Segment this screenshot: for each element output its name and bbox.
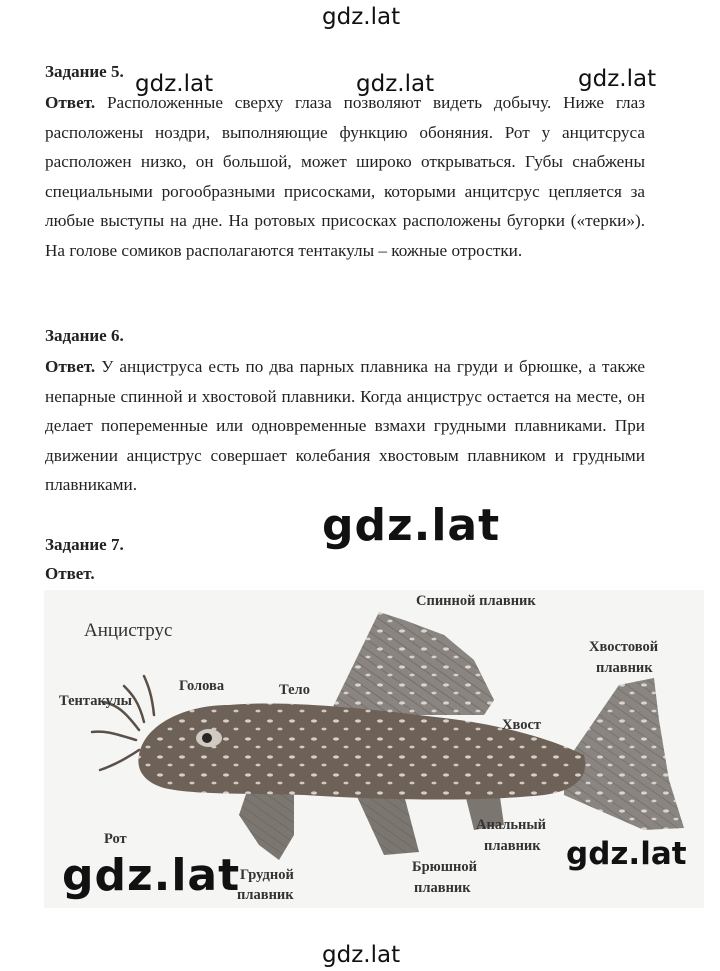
task-6-answer-text: У анциструса есть по два парных плавника на груди и брюшке, а также непарные спинной и хвостовой плавники. Когда анциструс остается на месте, он делает попеременные или одновременные взмахи грудными плавниками. При движении анциструс совершает колебания хвостовым плавником и грудными плавниками. — [45, 357, 645, 494]
watermark-large-bottom-left: gdz.lat — [62, 850, 241, 901]
label-tentacles: Тентакулы — [59, 693, 132, 709]
label-caudal-fin-2: плавник — [596, 660, 653, 676]
task-5-answer-label: Ответ. — [45, 93, 96, 112]
watermark-row-right: gdz.lat — [578, 66, 657, 92]
label-pectoral-fin-1: Грудной — [240, 867, 294, 883]
label-head: Голова — [179, 678, 225, 694]
watermark-bottom-right: gdz.lat — [566, 836, 687, 872]
label-anal-fin-1: Анальный — [476, 817, 547, 833]
watermark-large-center: gdz.lat — [322, 500, 501, 551]
task-5-heading: Задание 5. — [45, 62, 124, 81]
label-ventral-fin-2: плавник — [414, 880, 471, 896]
label-ventral-fin-1: Брюшной — [412, 859, 477, 875]
watermark-row-left: gdz.lat — [135, 71, 214, 97]
label-anal-fin-2: плавник — [484, 838, 541, 854]
label-mouth: Рот — [104, 831, 127, 847]
label-caudal-fin-1: Хвостовой — [589, 639, 659, 655]
task-5-answer-text: Расположенные сверху глаза позволяют видеть добычу. Ниже глаз расположены ноздри, выполняющие функцию обоняния. Рот у анцитсруса расположен низко, он большой, может широко открываться. Губы снабжены специальными рогообразными присосками, которыми анцитсрус цепляется за любые выступы на дне. На ротовых присосках расположены бугорки («терки»). На голове сомиков располагаются тентакулы – кожные отростки. — [45, 93, 646, 260]
watermark-row-center: gdz.lat — [356, 71, 435, 97]
task-7-answer-label: Ответ. — [45, 564, 95, 583]
label-pectoral-fin-2: плавник — [237, 887, 294, 903]
label-dorsal-fin: Спинной плавник — [416, 593, 536, 609]
figure-title: Анциструс — [84, 620, 173, 641]
label-tail: Хвост — [502, 717, 542, 733]
watermark-bottom: gdz.lat — [322, 942, 401, 968]
task-6-answer-label: Ответ. — [45, 357, 96, 376]
task-5-answer — [45, 88, 645, 265]
label-body: Тело — [279, 682, 310, 698]
watermark-top: gdz.lat — [322, 4, 401, 30]
task-7-heading: Задание 7. — [45, 535, 124, 554]
task-6-heading: Задание 6. — [45, 326, 124, 345]
task-6-answer — [45, 352, 645, 500]
